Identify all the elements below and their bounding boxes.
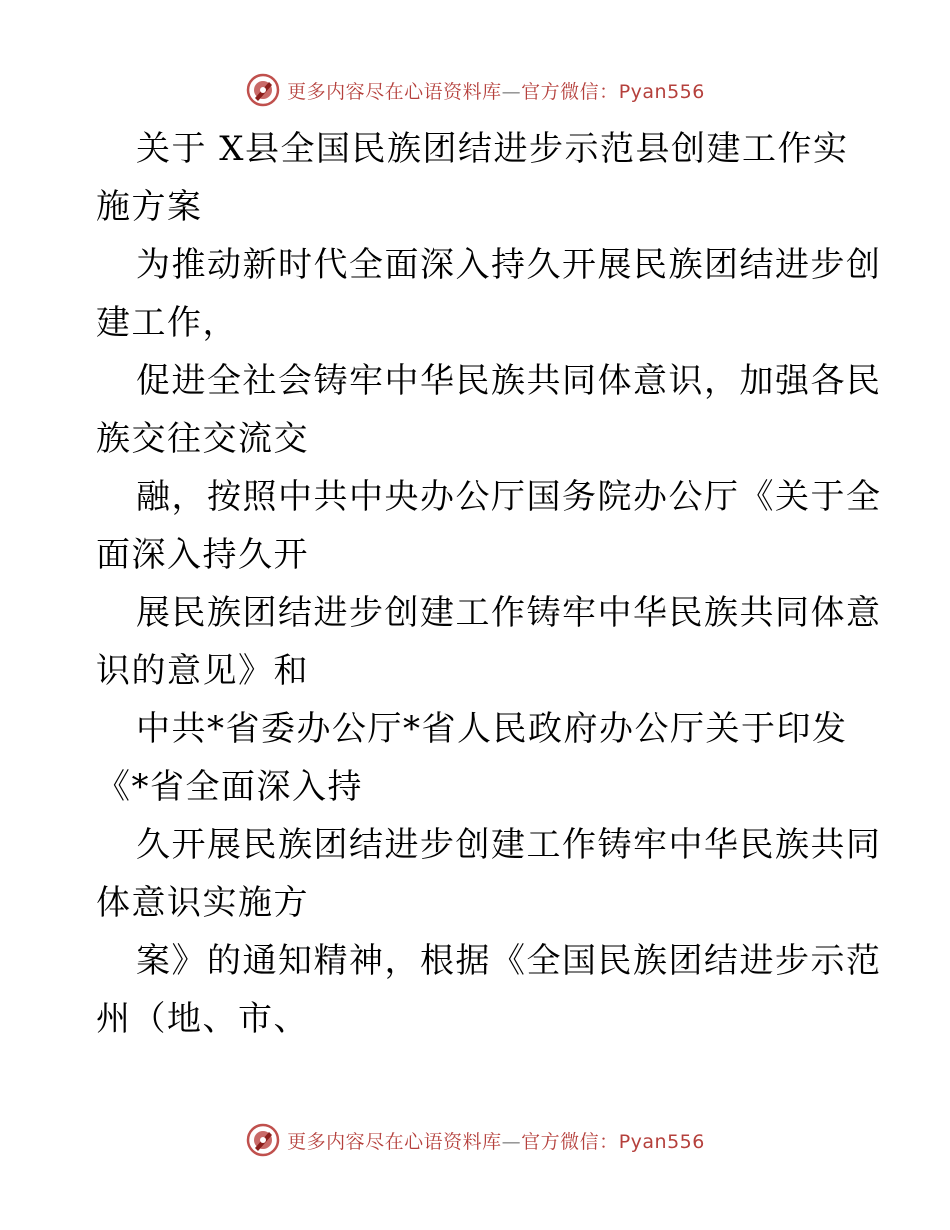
circular-red-logo-icon — [245, 72, 281, 108]
doc-title-line-2: 施方案 — [96, 187, 203, 227]
document-body — [96, 120, 882, 1048]
paragraph-line: 展民族团结进步创建工作铸牢中华民族共同体意 — [136, 593, 882, 633]
watermark-brand: 更多内容尽在心语资料库 — [287, 1130, 502, 1153]
doc-title-line-1: 关于 X县全国民族团结进步示范县创建工作实 — [136, 129, 849, 169]
footer-watermark-banner — [0, 1120, 950, 1160]
paragraph-line: 《*省全面深入持 — [96, 767, 363, 807]
header-watermark-banner — [0, 70, 950, 110]
paragraph-line: 族交往交流交 — [96, 419, 309, 459]
paragraph-line: 案》的通知精神，根据《全国民族团结进步示范 — [136, 941, 882, 981]
paragraph-line: 久开展民族团结进步创建工作铸牢中华民族共同 — [136, 825, 882, 865]
watermark-text — [287, 1127, 705, 1154]
watermark-contact: 官方微信： — [521, 80, 619, 103]
watermark-brand: 更多内容尽在心语资料库 — [287, 80, 502, 103]
paragraph-line: 为推动新时代全面深入持久开展民族团结进步创 — [136, 245, 882, 285]
watermark-contact: 官方微信： — [521, 1130, 619, 1153]
circular-red-logo-icon — [245, 1122, 281, 1158]
paragraph-line: 融，按照中共中央办公厅国务院办公厅《关于全 — [136, 477, 882, 517]
watermark-text — [287, 77, 705, 104]
paragraph-line: 州（地、市、 — [96, 999, 309, 1039]
watermark-separator: — — [501, 80, 522, 103]
watermark-handle: Pyan556 — [618, 80, 705, 103]
paragraph-line: 体意识实施方 — [96, 883, 309, 923]
watermark-handle: Pyan556 — [618, 1130, 705, 1153]
paragraph-line: 促进全社会铸牢中华民族共同体意识，加强各民 — [136, 361, 882, 401]
paragraph-line: 面深入持久开 — [96, 535, 309, 575]
paragraph-line: 识的意见》和 — [96, 651, 309, 691]
paragraph-line: 中共*省委办公厅*省人民政府办公厅关于印发 — [136, 709, 848, 749]
watermark-separator: — — [501, 1130, 522, 1153]
paragraph-line: 建工作， — [96, 303, 238, 343]
